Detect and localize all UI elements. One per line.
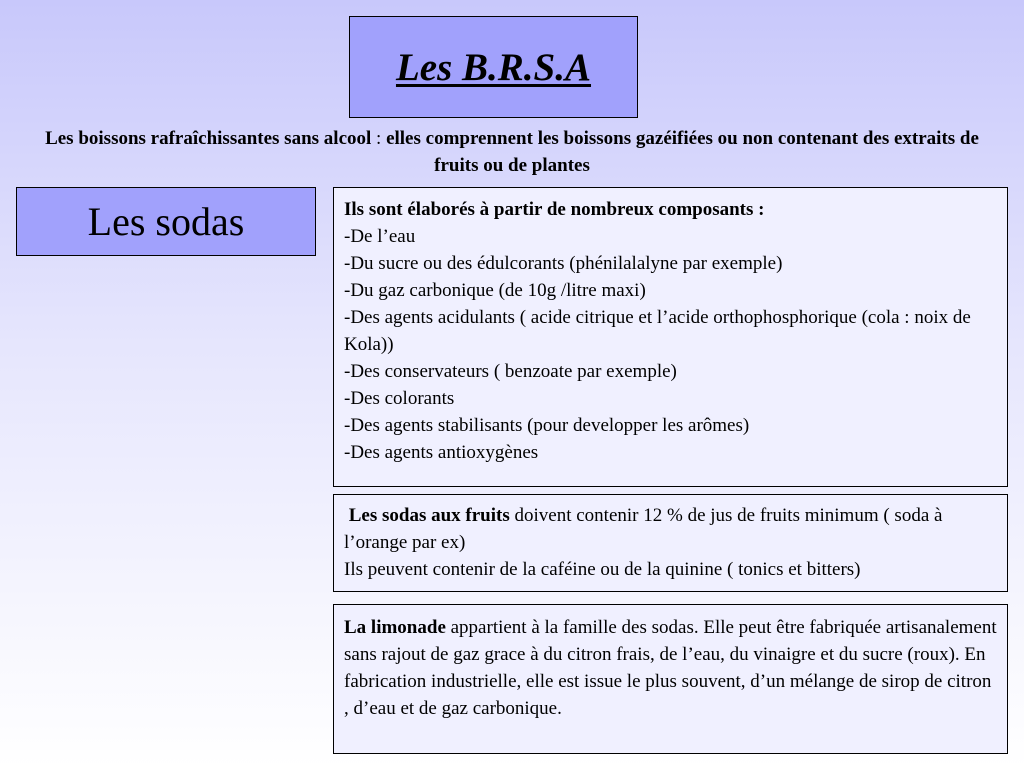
subtitle-term: Les boissons rafraîchissantes sans alcool [45,128,372,149]
subtitle [40,125,984,179]
fruit-sodas-text [344,502,997,556]
section-label-box [16,187,316,256]
fruit-sodas-second-line: Ils peuvent contenir de la caféine ou de la quinine ( tonics et bitters) [344,559,861,580]
composition-heading: Ils sont élaborés à partir de nombreux composants : [344,199,765,220]
composition-item: -Des agents antioxygènes [344,442,539,463]
composition-item: -Des agents stabilisants (pour developper les arômes) [344,415,750,436]
composition-item: -Du sucre ou des édulcorants (phénilalalyne par exemple) [344,253,783,274]
lemonade-panel [333,604,1008,754]
lemonade-term: La limonade [344,617,446,638]
section-label: Les sodas [87,199,245,244]
title-box [349,16,638,118]
composition-item: -Des conservateurs ( benzoate par exemple) [344,361,677,382]
lemonade-text [344,614,997,722]
composition-item: -Des colorants [344,388,455,409]
subtitle-separator: : [371,128,387,149]
composition-item: -Du gaz carbonique (de 10g /litre maxi) [344,280,646,301]
fruit-sodas-panel [333,494,1008,592]
subtitle-definition: elles comprennent les boissons gazéifiées ou non contenant des extraits de fruits ou de plantes [386,128,979,176]
composition-panel [333,187,1008,487]
lemonade-body: appartient à la famille des sodas. Elle peut être fabriquée artisanalement sans rajout de gaz grace à du citron frais, de l’eau, du vinaigre et du sucre (roux). En fabrication industrielle, elle est issue le plus souvent, d’un mélange de sirop de citron , d’eau et de gaz carbonique. [344,617,997,719]
fruit-sodas-body: doivent contenir 12 % de jus de fruits minimum ( soda à l’orange par ex) [344,505,943,553]
page-title: Les B.R.S.A [395,45,592,89]
fruit-sodas-term: Les sodas aux fruits [348,505,510,526]
composition-item: -De l’eau [344,226,416,247]
composition-item: -Des agents acidulants ( acide citrique et l’acide orthophosphorique (cola : noix de Kola)) [344,307,971,355]
